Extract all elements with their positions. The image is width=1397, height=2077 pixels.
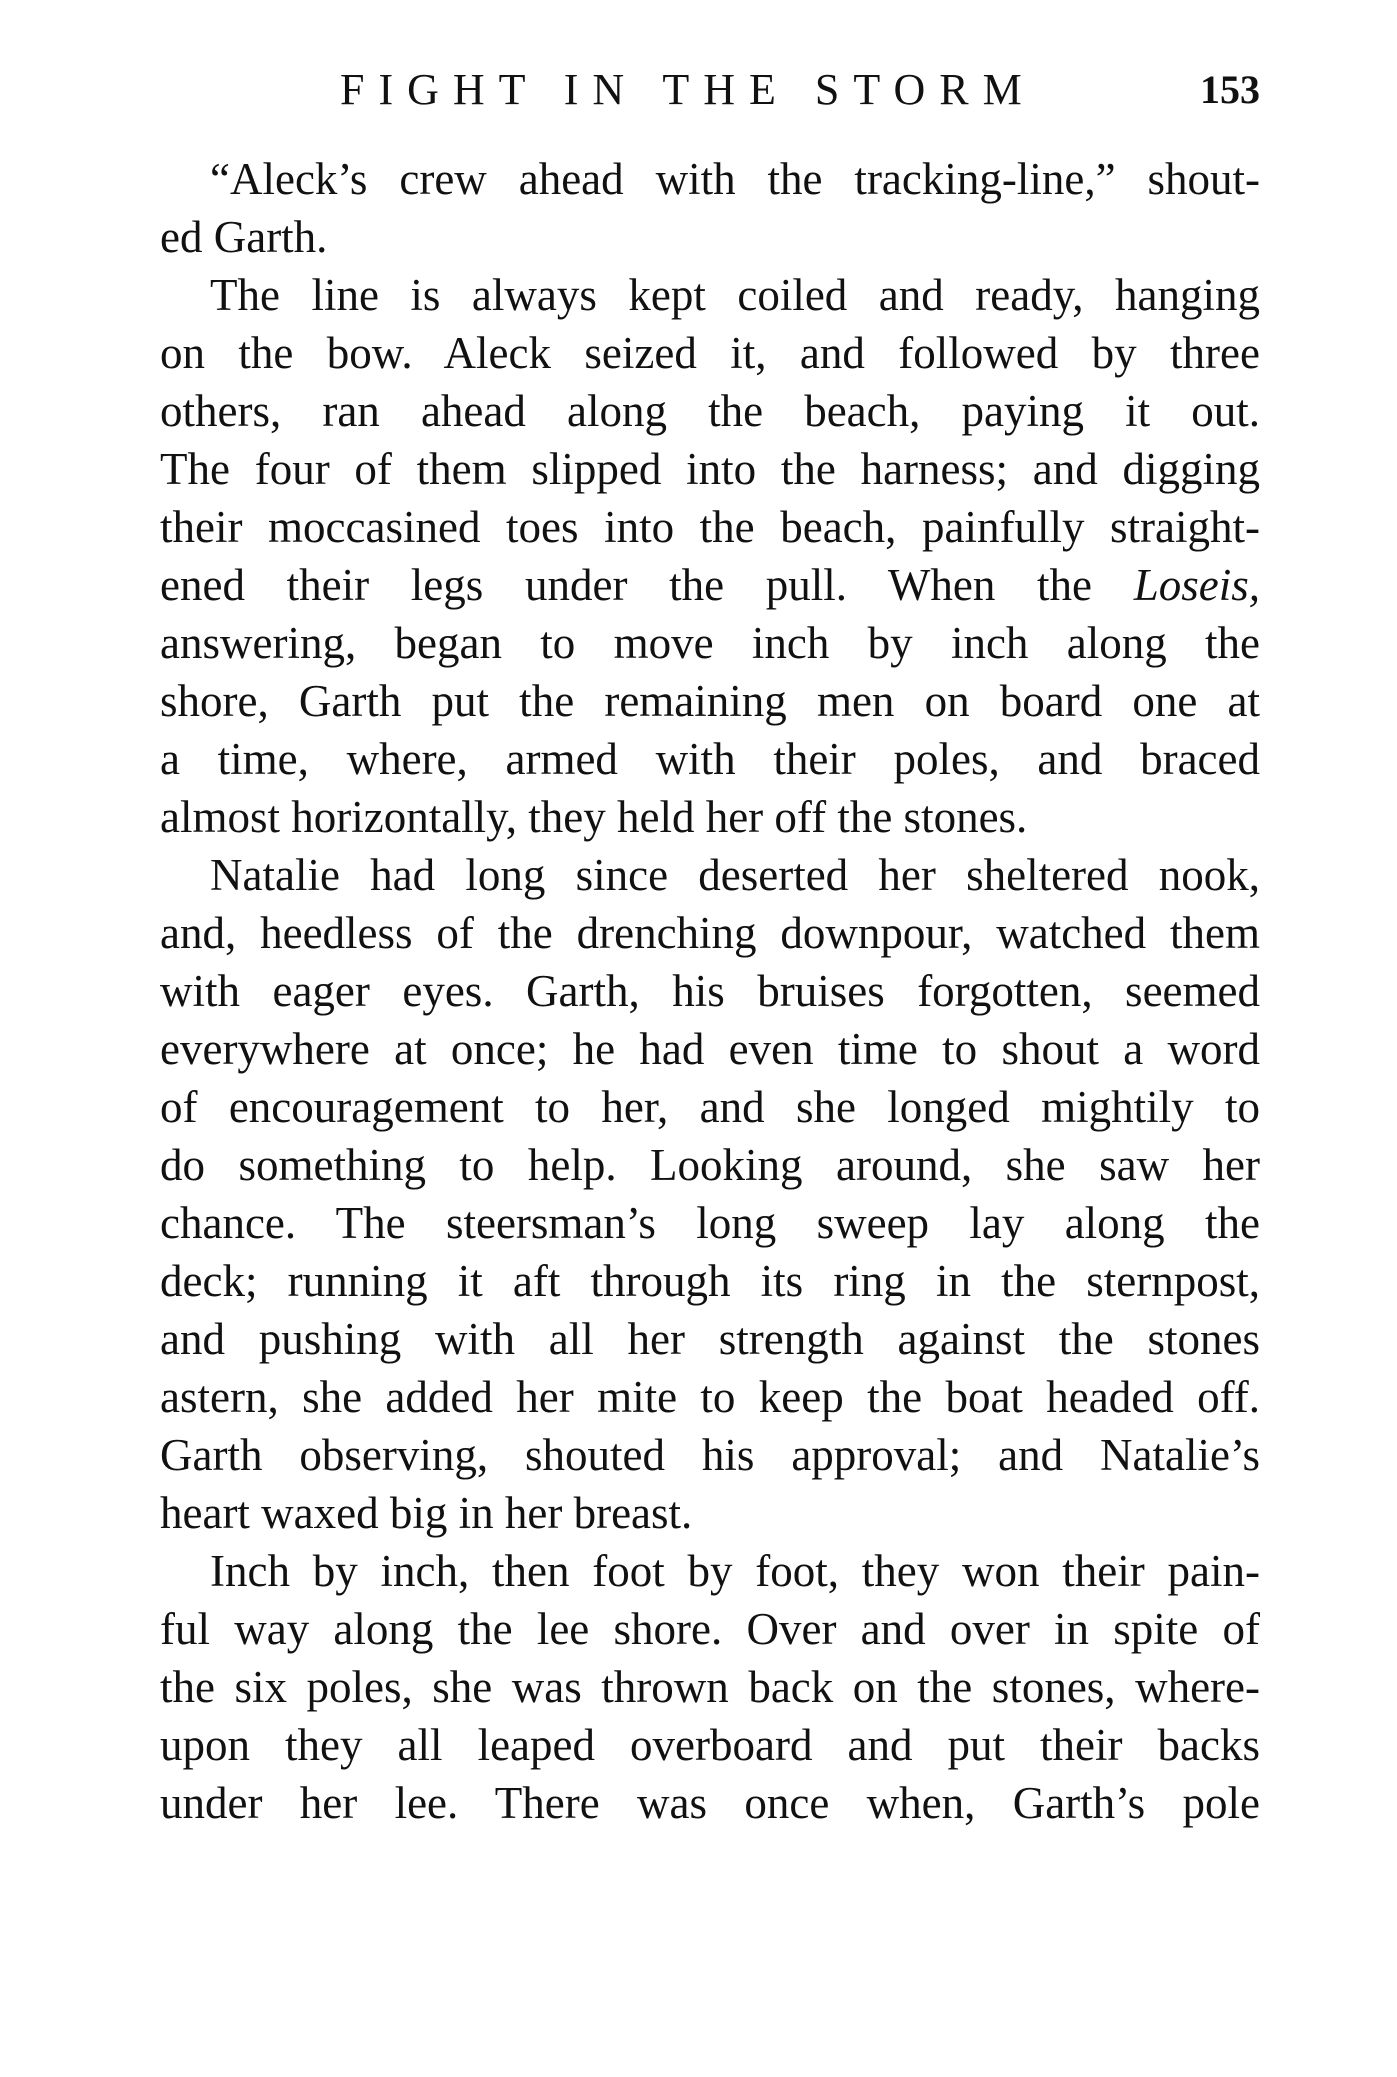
text-line: Inch by inch, then foot by foot, they won their pain- <box>210 1546 1260 1596</box>
body-text <box>160 150 1260 1832</box>
running-head <box>160 64 1260 134</box>
text-line: ful way along the lee shore. Over and over in spite of <box>160 1604 1260 1654</box>
text-line: and pushing with all her strength against the stones <box>160 1314 1260 1364</box>
running-title: FIGHT IN THE STORM <box>340 65 1036 114</box>
text-line: upon they all leaped overboard and put their backs <box>160 1720 1260 1770</box>
text-line: with eager eyes. Garth, his bruises forgotten, seemed <box>160 966 1260 1016</box>
text-line: their moccasined toes into the beach, painfully straight- <box>160 502 1260 552</box>
text-line: The line is always kept coiled and ready, hanging <box>210 270 1260 320</box>
text-line: under her lee. There was once when, Garth’s pole <box>160 1778 1260 1828</box>
text-line: heart waxed big in her breast. <box>160 1488 693 1538</box>
text-line: The four of them slipped into the harness; and digging <box>160 444 1260 494</box>
text-line: answering, began to move inch by inch along the <box>160 618 1260 668</box>
text-line: deck; running it aft through its ring in the sternpost, <box>160 1256 1260 1306</box>
text-line-with-italic <box>160 556 1260 614</box>
text-line: shore, Garth put the remaining men on board one at <box>160 676 1260 726</box>
text-line: the six poles, she was thrown back on the stones, where- <box>160 1662 1260 1712</box>
text-line: astern, she added her mite to keep the boat headed off. <box>160 1372 1260 1422</box>
text-line: of encouragement to her, and she longed mightily to <box>160 1082 1260 1132</box>
text-line: almost horizontally, they held her off the stones. <box>160 792 1028 842</box>
text-line: ed Garth. <box>160 212 328 262</box>
ship-name: Loseis, <box>1133 560 1260 610</box>
text-line: everywhere at once; he had even time to shout a word <box>160 1024 1260 1074</box>
text-line: chance. The steersman’s long sweep lay along the <box>160 1198 1260 1248</box>
text-line: a time, where, armed with their poles, and braced <box>160 734 1260 784</box>
text-line: Garth observing, shouted his approval; and Natalie’s <box>160 1430 1260 1480</box>
text-line: others, ran ahead along the beach, paying it out. <box>160 386 1260 436</box>
text-line: Natalie had long since deserted her sheltered nook, <box>210 850 1260 900</box>
text-line: on the bow. Aleck seized it, and followed by three <box>160 328 1260 378</box>
text-line: do something to help. Looking around, she saw her <box>160 1140 1260 1190</box>
text-line: “Aleck’s crew ahead with the tracking-line,” shout- <box>210 154 1260 204</box>
text-line: and, heedless of the drenching downpour, watched them <box>160 908 1260 958</box>
page-number: 153 <box>1200 67 1260 112</box>
text-line-segment: ened their legs under the pull. When the <box>160 560 1134 610</box>
